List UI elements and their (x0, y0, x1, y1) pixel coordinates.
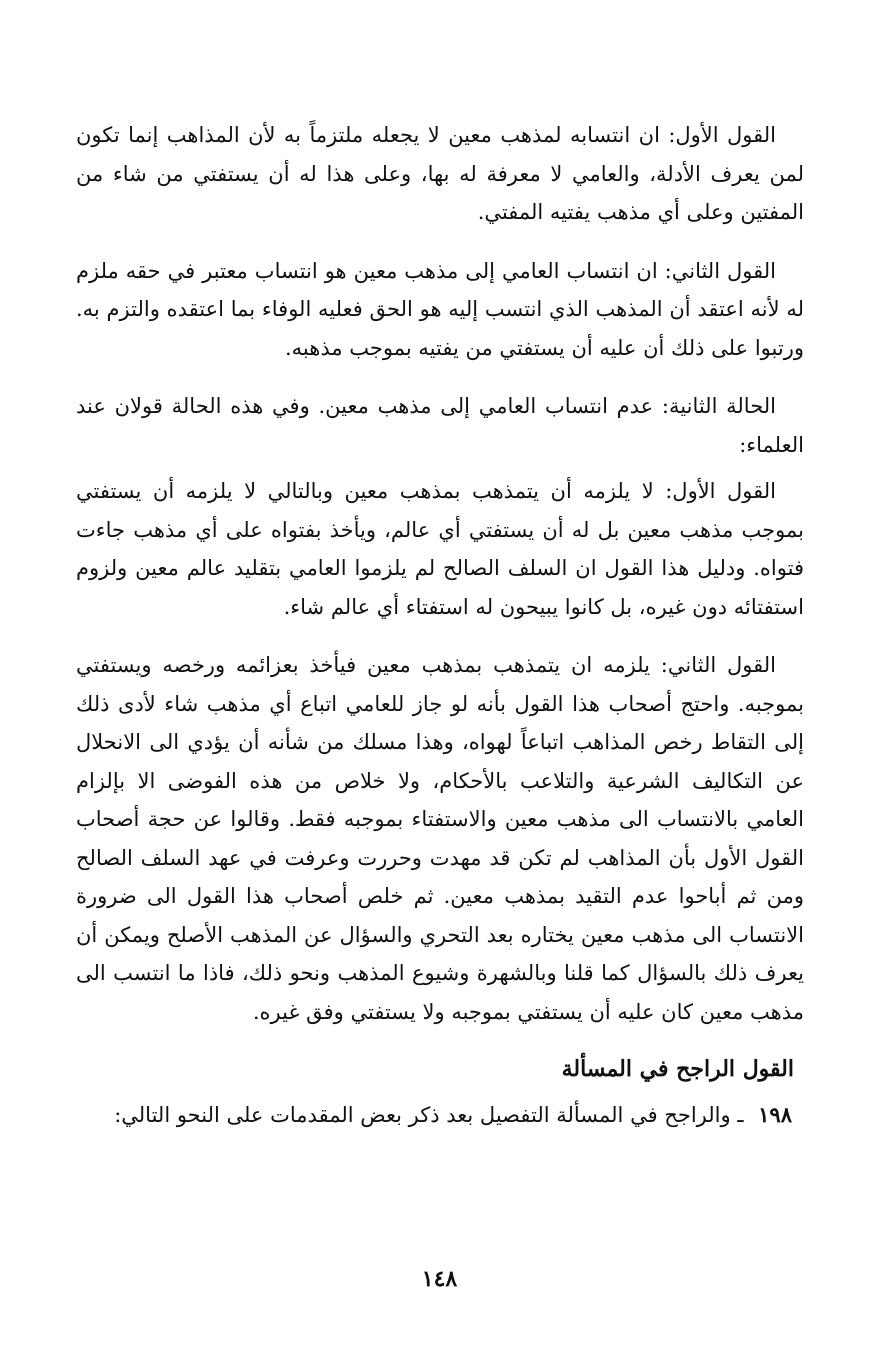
section-heading: القول الراجح في المسألة (561, 1056, 794, 1082)
page-number: ١٤٨ (421, 1266, 458, 1292)
item-text: والراجح في المسألة التفصيل بعد ذكر بعض المقدمات على النحو التالي: (114, 1103, 731, 1127)
page-body (76, 116, 804, 1133)
numbered-item (76, 1097, 804, 1133)
item-number: ١٩٨ (758, 1102, 792, 1127)
paragraph-first-opinion-a: القول الأول: ان انتسابه لمذهب معين لا يجعله ملتزماً به لأن المذاهب إنما تكون لمن يعرف الأدلة، والعامي لا معرفة له بها، وعلى هذا له أن يستفتي من شاء من المفتين وعلى أي مذهب يفتيه المفتي. (76, 123, 804, 224)
paragraph-second-opinion-a: القول الثاني: ان انتساب العامي إلى مذهب معين هو انتساب معتبر في حقه ملزم له لأنه اعتقد أن المذهب الذي انتسب إليه هو الحق فعليه الوفاء بما اعتقده والتزم به. ورتبوا على ذلك أن عليه أن يستفتي من يفتيه بموجب مذهبه. (76, 258, 804, 360)
item-dash: ـ (737, 1103, 744, 1127)
paragraph-first-opinion-b: القول الأول: لا يلزمه أن يتمذهب بمذهب معين وبالتالي لا يلزمه أن يستفتي بموجب مذهب معين بل له أن يستفتي أي عالم، ويأخذ بفتواه على أي مذهب جاءت فتواه. ودليل هذا القول ان السلف الصالح لم يلزموا العامي بتقليد عالم معين ولزوم استفتائه دون غيره، بل كانوا يبيحون له استفتاء أي عالم شاء. (76, 479, 804, 619)
paragraph-second-case: الحالة الثانية: عدم انتساب العامي إلى مذهب معين. وفي هذه الحالة قولان عند العلماء: (76, 394, 804, 457)
paragraph-second-opinion-b: القول الثاني: يلزمه ان يتمذهب بمذهب معين فيأخذ بعزائمه ورخصه ويستفتي بموجبه. واحتج أصحاب هذا القول بأنه لو جاز للعامي اتباع أي مذهب شاء لأدى ذلك إلى التقاط رخص المذاهب اتباعاً لهواه، وهذا مسلك من شأنه أن يؤدي الى الانحلال عن التكاليف الشرعية والتلاعب بالأحكام، ولا خلاص من هذه الفوضى الا بإلزام العامي بالانتساب الى مذهب معين والاستفتاء بموجبه فقط. وقالوا عن حجة أصحاب القول الأول بأن المذاهب لم تكن قد مهدت وحررت وعرفت في عهد السلف الصالح ومن ثم أباحوا عدم التقيد بمذهب معين. ثم خلص أصحاب هذا القول الى ضرورة الانتساب الى مذهب معين يختاره بعد التحري والسؤال عن المذهب الأصلح ويمكن أن يعرف ذلك بالسؤال كما قلنا وبالشهرة وشيوع المذهب ونحو ذلك، فاذا ما انتسب الى مذهب معين كان عليه أن يستفتي بموجبه ولا يستفتي وفق غيره. (76, 653, 804, 1024)
